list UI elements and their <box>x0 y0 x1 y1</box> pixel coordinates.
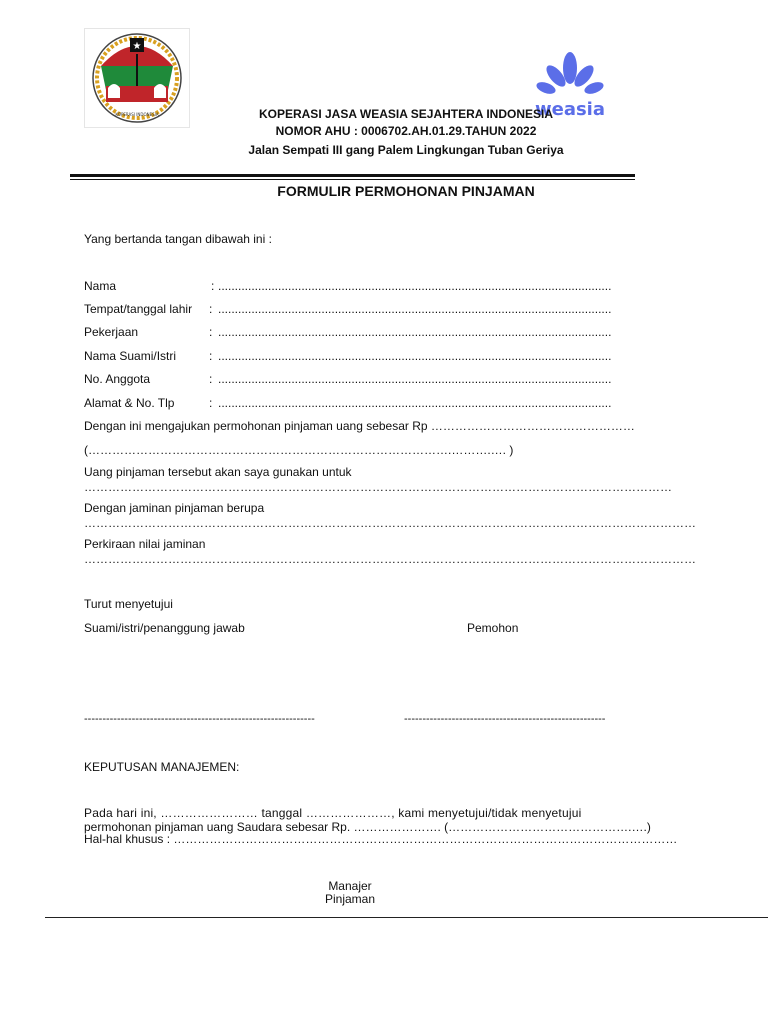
collateral-fill[interactable]: ……………………………………………………………………………………………………………………………………… <box>84 516 696 530</box>
field-sep-pekerjaan: : <box>209 325 213 339</box>
purpose-fill[interactable]: ………………………………………………………………………………………………………………………………… <box>84 480 672 494</box>
koperasi-indonesia-logo <box>84 28 190 128</box>
spouse-signature-label: Suami/istri/penanggung jawab <box>84 621 245 635</box>
org-name: KOPERASI JASA WEASIA SEJAHTERA INDONESIA <box>258 107 554 121</box>
field-fill-alamat-tlp[interactable]: ...................................................................................................................... <box>218 396 612 410</box>
form-intro: Yang bertanda tangan dibawah ini : <box>84 232 272 246</box>
field-fill-pekerjaan[interactable]: ...................................................................................................................... <box>218 325 612 339</box>
collateral-estimate-fill[interactable]: ……………………………………………………………………………………………………………………………………… <box>84 552 696 566</box>
loan-amount-in-words[interactable]: (……………………………………………………………………………….……….…. ) <box>84 443 514 457</box>
field-label-tempat-tanggal-lahir: Tempat/tanggal lahir <box>84 302 193 316</box>
applicant-signature-label: Pemohon <box>467 621 519 635</box>
manager-title-line-2: Pinjaman <box>324 892 376 906</box>
decision-line-1[interactable]: Pada hari ini, …………………… tanggal …………………, kami menyetujui/tidak menyetujui <box>84 806 582 820</box>
field-sep-nama-suami-istri: : <box>209 349 213 363</box>
field-sep-no-anggota: : <box>209 372 213 386</box>
approval-label: Turut menyetujui <box>84 597 173 611</box>
field-fill-no-anggota[interactable]: ...................................................................................................................... <box>218 372 612 386</box>
purpose-label: Uang pinjaman tersebut akan saya gunakan untuk <box>84 465 352 479</box>
header-rule-thin <box>70 179 635 180</box>
manager-title-line-1: Manajer <box>328 879 372 893</box>
coop-logo-text: KOPERASI INDONESIA <box>115 112 159 117</box>
field-fill-nama-suami-istri[interactable]: ...................................................................................................................... <box>218 349 612 363</box>
spouse-signature-line[interactable]: --------------------------------------------------------------- <box>84 713 315 725</box>
footer-rule <box>45 917 768 918</box>
weasia-logo-text: weasia <box>534 99 606 120</box>
collateral-estimate-label: Perkiraan nilai jaminan <box>84 537 206 551</box>
field-label-alamat-tlp: Alamat & No. Tlp <box>84 396 175 410</box>
ahu-number: NOMOR AHU : 0006702.AH.01.29.TAHUN 2022 <box>275 124 537 138</box>
field-sep-nama: : <box>211 279 215 293</box>
field-fill-nama[interactable]: ...................................................................................................................... <box>218 279 612 293</box>
field-label-nama: Nama <box>84 279 117 293</box>
form-title: FORMULIR PERMOHONAN PINJAMAN <box>277 183 535 199</box>
org-address: Jalan Sempati III gang Palem Lingkungan Tuban Geriya <box>248 143 564 157</box>
collateral-label: Dengan jaminan pinjaman berupa <box>84 501 265 515</box>
field-fill-tempat-tanggal-lahir[interactable]: ...................................................................................................................... <box>218 302 612 316</box>
svg-text:★: ★ <box>132 41 142 52</box>
header-rule-thick <box>70 174 635 177</box>
management-decision-heading: KEPUTUSAN MANAJEMEN: <box>84 760 240 774</box>
field-label-pekerjaan: Pekerjaan <box>84 325 139 339</box>
decision-line-2[interactable]: permohonan pinjaman uang Saudara sebesar Rp. …………………. (……………………………………….….) <box>84 820 651 834</box>
field-sep-tempat-tanggal-lahir: : <box>209 302 213 316</box>
applicant-signature-line[interactable]: ------------------------------------------------------- <box>404 713 606 725</box>
loan-request-line[interactable]: Dengan ini mengajukan permohonan pinjaman uang sebesar Rp …………………………………………… <box>84 419 635 433</box>
field-label-no-anggota: No. Anggota <box>84 372 151 386</box>
field-label-nama-suami-istri: Nama Suami/Istri <box>84 349 177 363</box>
field-sep-alamat-tlp: : <box>209 396 213 410</box>
decision-line-3[interactable]: Hal-hal khusus : ……………………………………………………………………………………………………………… <box>84 832 678 846</box>
